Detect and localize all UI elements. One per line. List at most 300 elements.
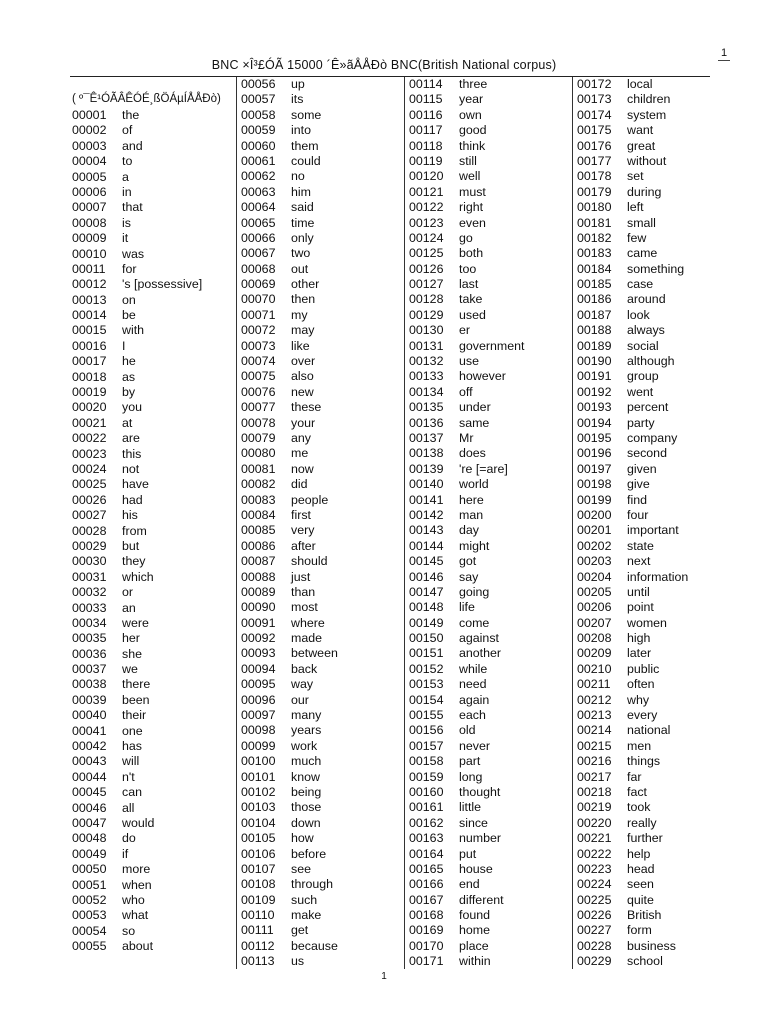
word-row xyxy=(405,292,573,307)
word-text: who xyxy=(122,892,145,907)
word-text: also xyxy=(291,369,314,384)
rank-number: 00185 xyxy=(577,277,612,292)
word-row xyxy=(72,123,235,138)
word-text: often xyxy=(627,677,655,692)
word-row xyxy=(573,400,711,415)
word-row xyxy=(72,862,235,877)
word-text: number xyxy=(459,831,502,846)
word-text: any xyxy=(291,430,311,445)
word-row xyxy=(237,323,405,338)
rank-number: 00016 xyxy=(72,338,107,353)
word-text: think xyxy=(459,138,486,153)
word-text: what xyxy=(122,908,149,923)
word-row xyxy=(573,877,711,892)
word-text: system xyxy=(627,107,667,122)
word-text: does xyxy=(459,446,486,461)
rank-number: 00048 xyxy=(72,831,107,846)
word-row xyxy=(405,708,573,723)
word-row xyxy=(237,493,405,508)
word-text: make xyxy=(291,908,322,923)
word-text: the xyxy=(122,108,140,122)
rank-number: 00190 xyxy=(577,354,612,369)
rank-number: 00224 xyxy=(577,877,612,892)
word-row xyxy=(405,508,573,523)
word-text: until xyxy=(627,584,650,599)
word-text: social xyxy=(627,338,659,353)
word-text: four xyxy=(627,507,649,522)
word-row xyxy=(405,416,573,431)
word-text: while xyxy=(459,661,488,676)
word-text: been xyxy=(122,692,150,707)
word-row xyxy=(237,662,405,677)
rank-number: 00072 xyxy=(241,323,276,338)
word-column-4 xyxy=(572,77,711,969)
word-text: old xyxy=(459,723,476,738)
rank-number: 00168 xyxy=(409,908,444,923)
word-text: however xyxy=(459,369,506,384)
rank-number: 00152 xyxy=(409,661,444,676)
word-text: another xyxy=(459,646,502,661)
word-text: men xyxy=(627,738,652,753)
rank-number: 00222 xyxy=(577,846,612,861)
word-row xyxy=(573,923,711,938)
word-row xyxy=(573,262,711,277)
word-row xyxy=(405,877,573,892)
word-row xyxy=(405,77,573,92)
word-text: good xyxy=(459,123,487,138)
word-text: never xyxy=(459,738,490,753)
word-row xyxy=(72,939,235,954)
word-text: seen xyxy=(627,877,654,892)
word-text: work xyxy=(291,738,318,753)
word-text: no xyxy=(291,169,305,184)
rank-number: 00070 xyxy=(241,292,276,307)
word-text: you xyxy=(122,400,142,415)
word-text: within xyxy=(459,954,491,969)
word-row xyxy=(72,139,235,154)
rank-number: 00213 xyxy=(577,708,612,723)
word-text: many xyxy=(291,708,322,723)
word-text: given xyxy=(627,461,657,476)
rank-number: 00085 xyxy=(241,523,276,538)
word-text: group xyxy=(627,369,659,384)
word-row xyxy=(573,616,711,631)
word-row xyxy=(72,570,235,585)
word-text: some xyxy=(291,107,322,122)
rank-number: 00145 xyxy=(409,554,444,569)
word-text: other xyxy=(291,277,320,292)
word-text: must xyxy=(459,184,486,199)
word-row xyxy=(573,308,711,323)
rank-number: 00210 xyxy=(577,661,612,676)
word-text: much xyxy=(291,754,322,769)
word-row xyxy=(405,554,573,569)
rank-number: 00200 xyxy=(577,507,612,522)
rank-number: 00083 xyxy=(241,492,276,507)
word-text: during xyxy=(627,184,662,199)
rank-number: 00127 xyxy=(409,277,444,292)
rank-number: 00030 xyxy=(72,554,107,569)
rank-number: 00214 xyxy=(577,723,612,738)
rank-number: 00227 xyxy=(577,923,612,938)
word-row xyxy=(72,554,235,569)
word-row xyxy=(72,631,235,646)
word-text: 's [possessive] xyxy=(122,277,203,292)
word-text: how xyxy=(291,831,314,846)
word-text: house xyxy=(459,861,493,876)
word-text: left xyxy=(627,200,644,215)
word-text: company xyxy=(627,430,678,445)
word-text: further xyxy=(627,831,663,846)
rank-number: 00116 xyxy=(409,107,443,122)
word-row xyxy=(72,185,235,200)
word-row xyxy=(237,677,405,692)
rank-number: 00225 xyxy=(577,892,612,907)
word-row xyxy=(573,862,711,877)
rank-number: 00002 xyxy=(72,123,107,138)
word-row xyxy=(405,354,573,369)
word-row xyxy=(573,631,711,646)
rank-number: 00194 xyxy=(577,415,612,430)
rank-number: 00136 xyxy=(409,415,444,430)
rank-number: 00157 xyxy=(409,738,444,753)
word-text: case xyxy=(627,277,654,292)
word-text: national xyxy=(627,723,671,738)
rank-number: 00043 xyxy=(72,754,107,769)
word-text: not xyxy=(122,461,140,476)
word-row xyxy=(237,508,405,523)
word-row xyxy=(237,539,405,554)
word-text: after xyxy=(291,538,316,553)
word-row xyxy=(405,446,573,461)
word-row xyxy=(405,616,573,631)
rank-number: 00020 xyxy=(72,400,107,415)
word-text: or xyxy=(122,585,134,600)
word-row xyxy=(573,169,711,184)
word-text: those xyxy=(291,800,322,815)
rank-number: 00154 xyxy=(409,692,444,707)
word-row xyxy=(72,801,235,816)
word-row xyxy=(237,92,405,107)
word-text: can xyxy=(122,785,142,800)
word-row xyxy=(72,524,235,539)
rank-number: 00110 xyxy=(241,908,275,923)
rank-number: 00181 xyxy=(577,215,612,230)
word-text: that xyxy=(122,200,143,215)
word-row xyxy=(237,862,405,877)
word-text: few xyxy=(627,230,647,245)
rank-number: 00031 xyxy=(72,569,107,584)
word-text: with xyxy=(122,323,145,338)
word-text: although xyxy=(627,354,675,369)
word-row xyxy=(405,816,573,831)
word-row xyxy=(405,323,573,338)
word-text: women xyxy=(627,615,667,630)
word-row xyxy=(573,570,711,585)
word-text: still xyxy=(459,153,477,168)
word-row xyxy=(573,431,711,446)
rank-number: 00041 xyxy=(72,723,107,738)
word-row xyxy=(405,92,573,107)
word-row xyxy=(237,739,405,754)
word-row xyxy=(237,169,405,184)
word-row xyxy=(237,277,405,292)
word-row xyxy=(573,893,711,908)
word-list xyxy=(405,77,573,970)
word-text: set xyxy=(627,169,644,184)
word-row xyxy=(237,847,405,862)
word-text: need xyxy=(459,677,487,692)
rank-number: 00192 xyxy=(577,384,612,399)
rank-number: 00084 xyxy=(241,507,276,522)
word-text: has xyxy=(122,739,142,754)
rank-number: 00122 xyxy=(409,200,444,215)
word-text: be xyxy=(122,308,136,323)
rank-number: 00184 xyxy=(577,261,612,276)
word-text: part xyxy=(459,754,481,769)
rank-number: 00079 xyxy=(241,430,276,445)
word-row xyxy=(72,170,235,185)
word-row xyxy=(72,601,235,616)
word-text: British xyxy=(627,908,662,923)
word-row xyxy=(573,462,711,477)
rank-number: 00186 xyxy=(577,292,612,307)
rank-number: 00228 xyxy=(577,938,612,953)
word-row xyxy=(405,631,573,646)
word-row xyxy=(405,646,573,661)
word-row xyxy=(237,877,405,892)
rank-number: 00223 xyxy=(577,861,612,876)
rank-number: 00007 xyxy=(72,200,107,215)
word-row xyxy=(72,677,235,692)
word-text: again xyxy=(459,692,490,707)
word-row xyxy=(573,847,711,862)
word-row xyxy=(405,770,573,785)
word-row xyxy=(237,139,405,154)
word-row xyxy=(237,770,405,785)
rank-number: 00001 xyxy=(72,108,107,122)
word-row xyxy=(573,77,711,92)
word-text: like xyxy=(291,338,310,353)
word-text: into xyxy=(291,123,311,138)
rank-number: 00010 xyxy=(72,246,107,261)
word-text: my xyxy=(291,307,308,322)
word-text: why xyxy=(627,692,650,707)
rank-number: 00113 xyxy=(241,954,275,969)
word-row xyxy=(573,677,711,692)
rank-number: 00177 xyxy=(577,153,612,168)
word-row xyxy=(237,308,405,323)
rank-number: 00165 xyxy=(409,861,444,876)
rank-number: 00143 xyxy=(409,523,444,538)
rank-number: 00169 xyxy=(409,923,444,938)
word-row xyxy=(72,493,235,508)
word-row xyxy=(573,785,711,800)
rank-number: 00089 xyxy=(241,584,276,599)
word-text: of xyxy=(122,123,133,138)
rank-number: 00139 xyxy=(409,461,444,476)
word-row xyxy=(72,539,235,554)
column-header: ( º¯Ê¹ÓÃÂÊÓÉ¸ßÖÁµÍÅÅÐò) xyxy=(72,93,221,105)
rank-number: 00049 xyxy=(72,846,107,861)
word-row xyxy=(573,108,711,123)
word-text: business xyxy=(627,938,676,953)
word-row xyxy=(237,231,405,246)
rank-number: 00217 xyxy=(577,769,612,784)
word-text: but xyxy=(122,538,140,553)
word-text: really xyxy=(627,815,657,830)
word-row xyxy=(573,231,711,246)
word-row xyxy=(405,339,573,354)
rank-number: 00187 xyxy=(577,307,612,322)
rank-number: 00128 xyxy=(409,292,444,307)
rank-number: 00015 xyxy=(72,323,107,338)
word-row xyxy=(237,446,405,461)
word-row xyxy=(72,308,235,323)
rank-number: 00199 xyxy=(577,492,612,507)
word-text: since xyxy=(459,815,488,830)
word-row xyxy=(237,108,405,123)
word-row xyxy=(72,585,235,600)
word-text: way xyxy=(291,677,314,692)
word-row xyxy=(237,154,405,169)
word-row xyxy=(405,523,573,538)
rank-number: 00095 xyxy=(241,677,276,692)
word-text: place xyxy=(459,938,489,953)
rank-number: 00173 xyxy=(577,92,612,107)
word-row xyxy=(237,416,405,431)
rank-number: 00097 xyxy=(241,708,276,723)
word-text: high xyxy=(627,631,651,646)
rank-number: 00117 xyxy=(409,123,443,138)
rank-number: 00099 xyxy=(241,738,276,753)
word-row xyxy=(405,739,573,754)
rank-number: 00036 xyxy=(72,646,107,661)
word-text: her xyxy=(122,631,140,646)
word-row xyxy=(573,600,711,615)
word-text: from xyxy=(122,523,147,538)
word-row xyxy=(405,185,573,200)
word-row xyxy=(72,924,235,939)
rank-number: 00178 xyxy=(577,169,612,184)
word-text: say xyxy=(459,569,479,584)
word-row xyxy=(405,847,573,862)
word-text: around xyxy=(627,292,666,307)
rank-number: 00098 xyxy=(241,723,276,738)
page-number-bottom: 1 xyxy=(381,971,387,982)
word-text: thought xyxy=(459,784,501,799)
word-text: for xyxy=(122,261,137,276)
word-row xyxy=(573,908,711,923)
rank-number: 00120 xyxy=(409,169,444,184)
rank-number: 00205 xyxy=(577,584,612,599)
word-row xyxy=(573,292,711,307)
word-text: will xyxy=(122,754,140,769)
word-row xyxy=(573,493,711,508)
rank-number: 00062 xyxy=(241,169,276,184)
word-row xyxy=(237,400,405,415)
word-row xyxy=(405,200,573,215)
word-row xyxy=(573,739,711,754)
word-row xyxy=(237,385,405,400)
word-text: put xyxy=(459,846,477,861)
word-text: at xyxy=(122,415,133,430)
word-text: own xyxy=(459,107,482,122)
word-text: on xyxy=(122,292,136,307)
word-text: over xyxy=(291,354,316,369)
rank-number: 00148 xyxy=(409,600,444,615)
word-text: did xyxy=(291,477,308,492)
rank-number: 00206 xyxy=(577,600,612,615)
word-text: their xyxy=(122,708,147,723)
word-text: n't xyxy=(122,769,135,784)
word-text: look xyxy=(627,307,650,322)
word-list xyxy=(72,108,235,954)
word-text: form xyxy=(627,923,652,938)
rank-number: 00055 xyxy=(72,939,107,954)
word-text: things xyxy=(627,754,661,769)
word-row xyxy=(573,954,711,969)
word-row xyxy=(405,570,573,585)
rank-number: 00163 xyxy=(409,831,444,846)
rank-number: 00115 xyxy=(409,92,443,107)
word-text: they xyxy=(122,554,146,569)
word-row xyxy=(237,616,405,631)
word-column-2 xyxy=(236,77,405,969)
word-row xyxy=(573,585,711,600)
word-row xyxy=(405,908,573,923)
word-text: get xyxy=(291,923,309,938)
word-text: little xyxy=(459,800,482,815)
rank-number: 00090 xyxy=(241,600,276,615)
word-row xyxy=(237,339,405,354)
word-text: said xyxy=(291,200,314,215)
rank-number: 00141 xyxy=(409,492,444,507)
word-row xyxy=(72,693,235,708)
word-row xyxy=(237,354,405,369)
rank-number: 00023 xyxy=(72,446,107,461)
rank-number: 00133 xyxy=(409,369,444,384)
word-text: took xyxy=(627,800,651,815)
rank-number: 00096 xyxy=(241,692,276,707)
rank-number: 00053 xyxy=(72,908,107,923)
rank-number: 00087 xyxy=(241,554,276,569)
rank-number: 00008 xyxy=(72,215,107,230)
word-row xyxy=(237,246,405,261)
word-text: we xyxy=(122,662,138,677)
word-row xyxy=(405,400,573,415)
word-text: give xyxy=(627,477,650,492)
word-text: always xyxy=(627,323,665,338)
word-row xyxy=(405,231,573,246)
word-text: come xyxy=(459,615,490,630)
word-row xyxy=(72,400,235,415)
word-row xyxy=(405,262,573,277)
word-row xyxy=(237,600,405,615)
rank-number: 00137 xyxy=(409,430,444,445)
word-text: er xyxy=(459,323,471,338)
word-text: found xyxy=(459,908,491,923)
word-text: Mr xyxy=(459,430,474,445)
word-text: should xyxy=(291,554,328,569)
rank-number: 00034 xyxy=(72,615,107,630)
rank-number: 00101 xyxy=(241,769,276,784)
word-text: made xyxy=(291,631,322,646)
rank-number: 00056 xyxy=(241,77,276,91)
word-row xyxy=(72,724,235,739)
word-text: when xyxy=(122,877,152,892)
word-row xyxy=(72,247,235,262)
